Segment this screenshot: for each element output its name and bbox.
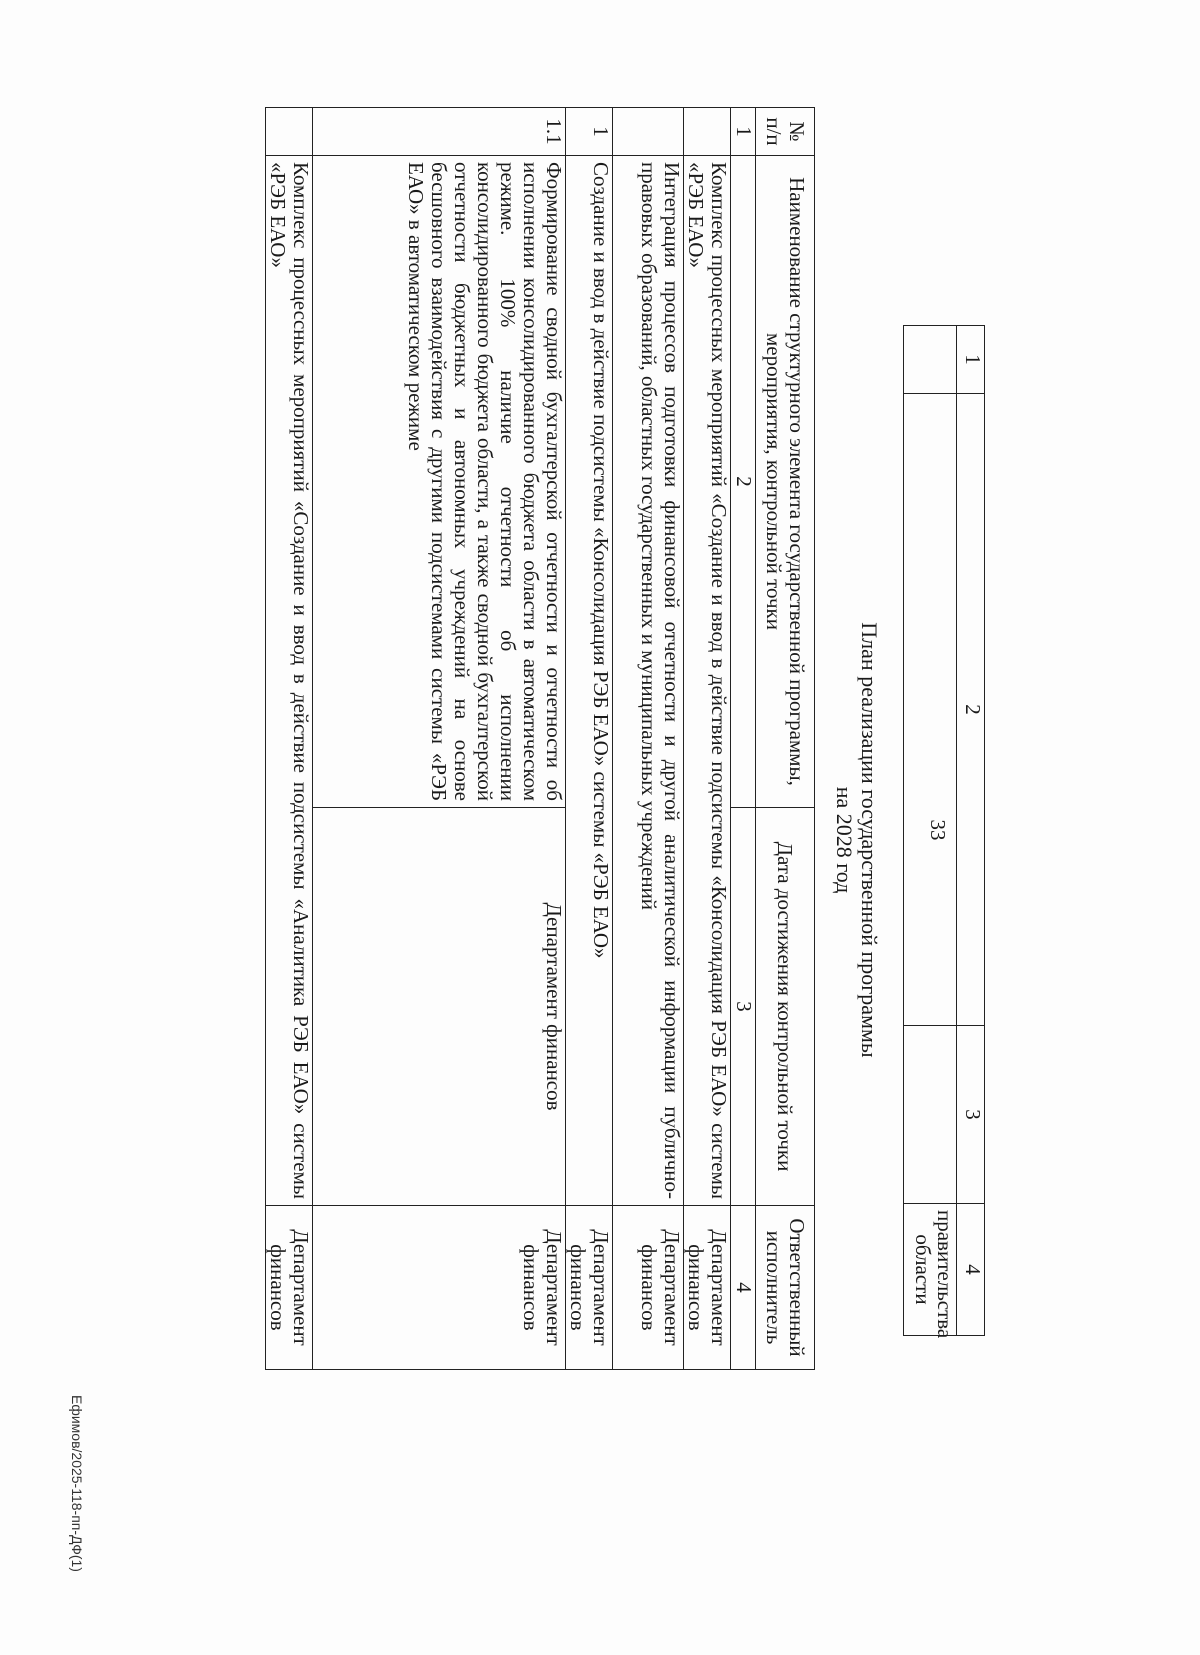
item11-num: 1.1 [313, 108, 566, 156]
plan-subtitle: на 2028 год [832, 786, 857, 894]
col-number-2: 2 [957, 394, 985, 1026]
header-date: Дата достижения контрольной точки [756, 808, 815, 1206]
col-number-4: 4 [957, 1204, 985, 1336]
empty-cell [904, 326, 957, 394]
plan-table [265, 107, 815, 1370]
col-number-1: 1 [957, 326, 985, 394]
table-row [313, 108, 566, 1370]
item11-text: Формирование сводной бухгалтерской отчетности и отчетности об исполнении консолидированного бюджета области в автоматическом режиме. 100% наличие отчетности об исполнении консолидированного бюджета области, а также сводной бухгалтерской отчетности бюджетных и автономных учреждений на основе бесшовного взаимодействия с другими подсистемами системы «РЭБ ЕАО» в автоматическом режиме [313, 156, 566, 808]
integration-responsible: Департамент финансов [613, 1206, 684, 1370]
col-number-3: 3 [957, 1026, 985, 1204]
task1-responsible: Департамент финансов [566, 1206, 613, 1370]
complex2-responsible: Департамент финансов [266, 1206, 313, 1370]
item11-responsible: Департамент финансов [313, 1206, 566, 1370]
col-number-1: 1 [731, 108, 756, 156]
empty-cell [266, 108, 313, 156]
task1-text: Создание и ввод в действие подсистемы «Консолидация РЭБ ЕАО» системы «РЭБ ЕАО» [566, 156, 613, 1206]
plan-title: План реализации государственной программы [857, 622, 882, 1058]
col-number-4: 4 [731, 1206, 756, 1370]
document-reference: Ефимов/2025-118-пп-ДФ(1) [69, 1395, 85, 1572]
table-row [266, 108, 313, 1370]
header-num: № п/п [756, 108, 815, 156]
empty-cell [613, 108, 684, 156]
complex1-text: Комплекс процессных мероприятий «Создание и ввод в действие подсистемы «Консолидация РЭБ ЕАО» системы «РЭБ ЕАО» [684, 156, 731, 1206]
empty-cell [684, 108, 731, 156]
header-responsible: Ответственный исполнитель [756, 1206, 815, 1370]
table-row [684, 108, 731, 1370]
complex1-responsible: Департамент финансов [684, 1206, 731, 1370]
task1-num: 1 [566, 108, 613, 156]
header-name: Наименование структурного элемента государственной программы, мероприятия, контрольной точки [756, 156, 815, 808]
table-row [613, 108, 684, 1370]
page-number: 33 [926, 819, 950, 841]
complex2-text: Комплекс процессных мероприятий «Создание и ввод в действие подсистемы «Аналитика РЭБ ЕАО» системы «РЭБ ЕАО» [266, 156, 313, 1206]
continued-table-number-row [957, 326, 985, 1336]
col-number-2: 2 [731, 156, 756, 808]
header-row [756, 108, 815, 1370]
table-row [566, 108, 613, 1370]
col-number-3: 3 [731, 808, 756, 1206]
empty-cell [904, 394, 957, 1026]
item11-date: Департамент финансов [313, 808, 566, 1206]
responsible-cell: правительства области [904, 1204, 957, 1336]
integration-text: Интеграция процессов подготовки финансовой отчетности и другой аналитической информации публично-правовых образований, областных государственных и муниципальных учреждений [613, 156, 684, 1206]
empty-cell [904, 1026, 957, 1204]
column-number-row [731, 108, 756, 1370]
